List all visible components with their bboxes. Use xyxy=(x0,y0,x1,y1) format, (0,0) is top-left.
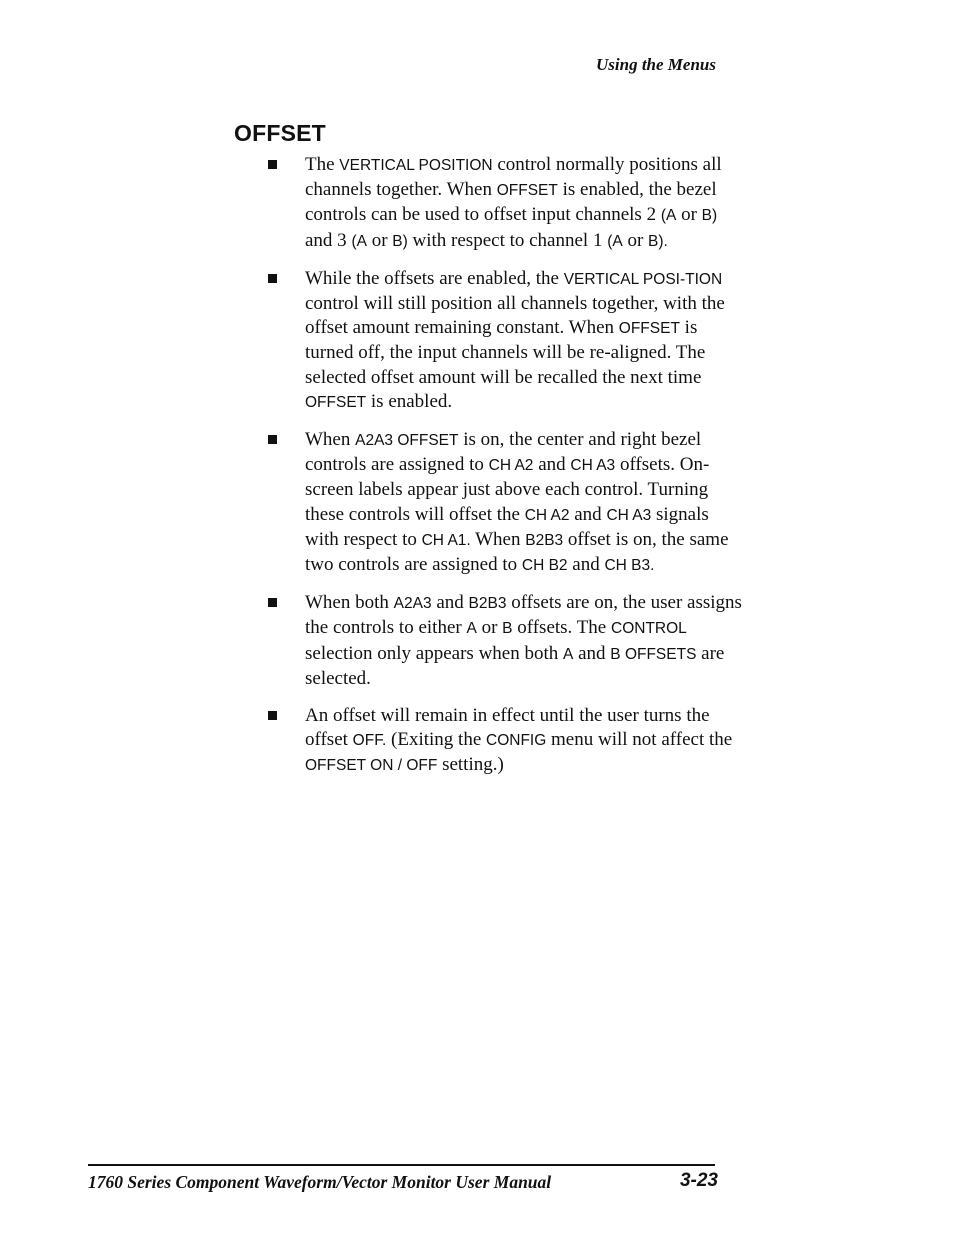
bullet-item xyxy=(305,153,745,254)
control-term: CONTROL xyxy=(611,620,687,638)
bullet-item xyxy=(305,267,745,415)
body-text: When xyxy=(470,528,526,550)
control-term: B). xyxy=(648,232,668,250)
control-term: VERTICAL POSITION xyxy=(339,157,493,174)
control-term: B2B3 xyxy=(468,595,507,613)
control-term: B2B3 xyxy=(525,531,564,549)
control-term: A2A3 xyxy=(393,595,432,613)
control-term: A2A3 OFFSET xyxy=(355,432,459,450)
body-text: signals with respect to xyxy=(305,503,709,550)
footer-divider xyxy=(88,1164,715,1166)
bullet-square-icon xyxy=(268,274,277,283)
footer-manual-title: 1760 Series Component Waveform/Vector Monitor User Manual xyxy=(88,1172,552,1192)
body-text: control will still position all channels together, with the offset amount remaining constant. When xyxy=(305,293,725,339)
bullet-square-icon xyxy=(268,435,277,444)
body-text: setting.) xyxy=(437,754,504,776)
body-text: The xyxy=(305,154,340,175)
body-text: or xyxy=(676,204,702,226)
control-term: B OFFSETS xyxy=(610,645,697,663)
bullet-square-icon xyxy=(268,711,277,720)
bullet-square-icon xyxy=(268,160,277,169)
body-text: and xyxy=(533,454,571,476)
control-term: CH B2 xyxy=(521,557,568,575)
body-text: are selected. xyxy=(305,642,725,689)
body-text: with respect to channel 1 xyxy=(407,229,608,251)
body-text: or xyxy=(366,229,393,251)
bullet-item xyxy=(305,591,745,691)
control-term: B) xyxy=(392,232,408,250)
control-term: CONFIG xyxy=(486,732,547,750)
control-term: (A xyxy=(607,232,623,250)
body-text: control normally positions all channels together. When xyxy=(305,154,722,201)
body-text: and xyxy=(431,592,469,614)
control-term: A xyxy=(563,645,574,663)
body-text: and xyxy=(573,642,611,664)
body-text: and xyxy=(569,503,607,525)
body-text: or xyxy=(476,617,503,639)
bullet-item xyxy=(305,704,745,779)
body-text: or xyxy=(622,229,649,251)
control-term: B xyxy=(502,620,513,638)
control-term: A xyxy=(466,620,477,638)
body-text: menu will not affect the xyxy=(546,729,733,751)
body-text: offsets. On-screen labels appear just above each control. Turning these controls will offset the xyxy=(305,454,710,525)
body-text: is turned off, the input channels will be re-aligned. The selected offset amount will be recalled the next time xyxy=(305,317,706,388)
body-text: While the offsets are enabled, the xyxy=(305,267,564,289)
body-text: is on, the center and right bezel controls are assigned to xyxy=(305,429,702,476)
bullet-list xyxy=(305,153,745,792)
control-term: OFFSET ON / OFF xyxy=(305,757,438,775)
control-term: CH A2 xyxy=(524,506,570,524)
control-term: CH A3 xyxy=(606,506,652,524)
body-text: is enabled, the bezel controls can be used to offset input channels 2 xyxy=(305,179,717,226)
control-term: OFF. xyxy=(352,732,387,750)
control-term: (A xyxy=(351,232,367,250)
page-number: 3-23 xyxy=(679,1170,718,1191)
body-text: When both xyxy=(305,592,394,614)
control-term: CH B3. xyxy=(604,557,655,575)
control-term: B) xyxy=(701,207,718,225)
control-term: OFFSET xyxy=(618,320,680,338)
control-term: (A xyxy=(660,207,677,225)
body-text: offset is on, the same two controls are assigned to xyxy=(305,528,729,576)
control-term: CH A3 xyxy=(570,457,616,475)
control-term: CH A2 xyxy=(488,457,534,475)
body-text: offsets are on, the user assigns the controls to either xyxy=(305,592,742,639)
control-term: CH A1. xyxy=(421,531,471,549)
body-text: and xyxy=(567,554,605,576)
body-text: (Exiting the xyxy=(386,729,486,751)
body-text: offsets. The xyxy=(512,617,611,639)
body-text: selection only appears when both xyxy=(305,642,564,664)
control-term: OFFSET xyxy=(305,393,367,411)
body-text: is enabled. xyxy=(366,390,453,412)
body-text: and 3 xyxy=(305,229,352,251)
running-head: Using the Menus xyxy=(596,55,716,74)
bullet-item xyxy=(305,428,745,578)
control-term: VERTICAL POSI-TION xyxy=(563,270,723,288)
body-text: When xyxy=(305,429,356,451)
body-text: An offset will remain in effect until the user turns the offset xyxy=(305,705,710,751)
bullet-square-icon xyxy=(268,598,277,607)
control-term: OFFSET xyxy=(496,182,558,200)
section-title: OFFSET xyxy=(234,120,326,146)
